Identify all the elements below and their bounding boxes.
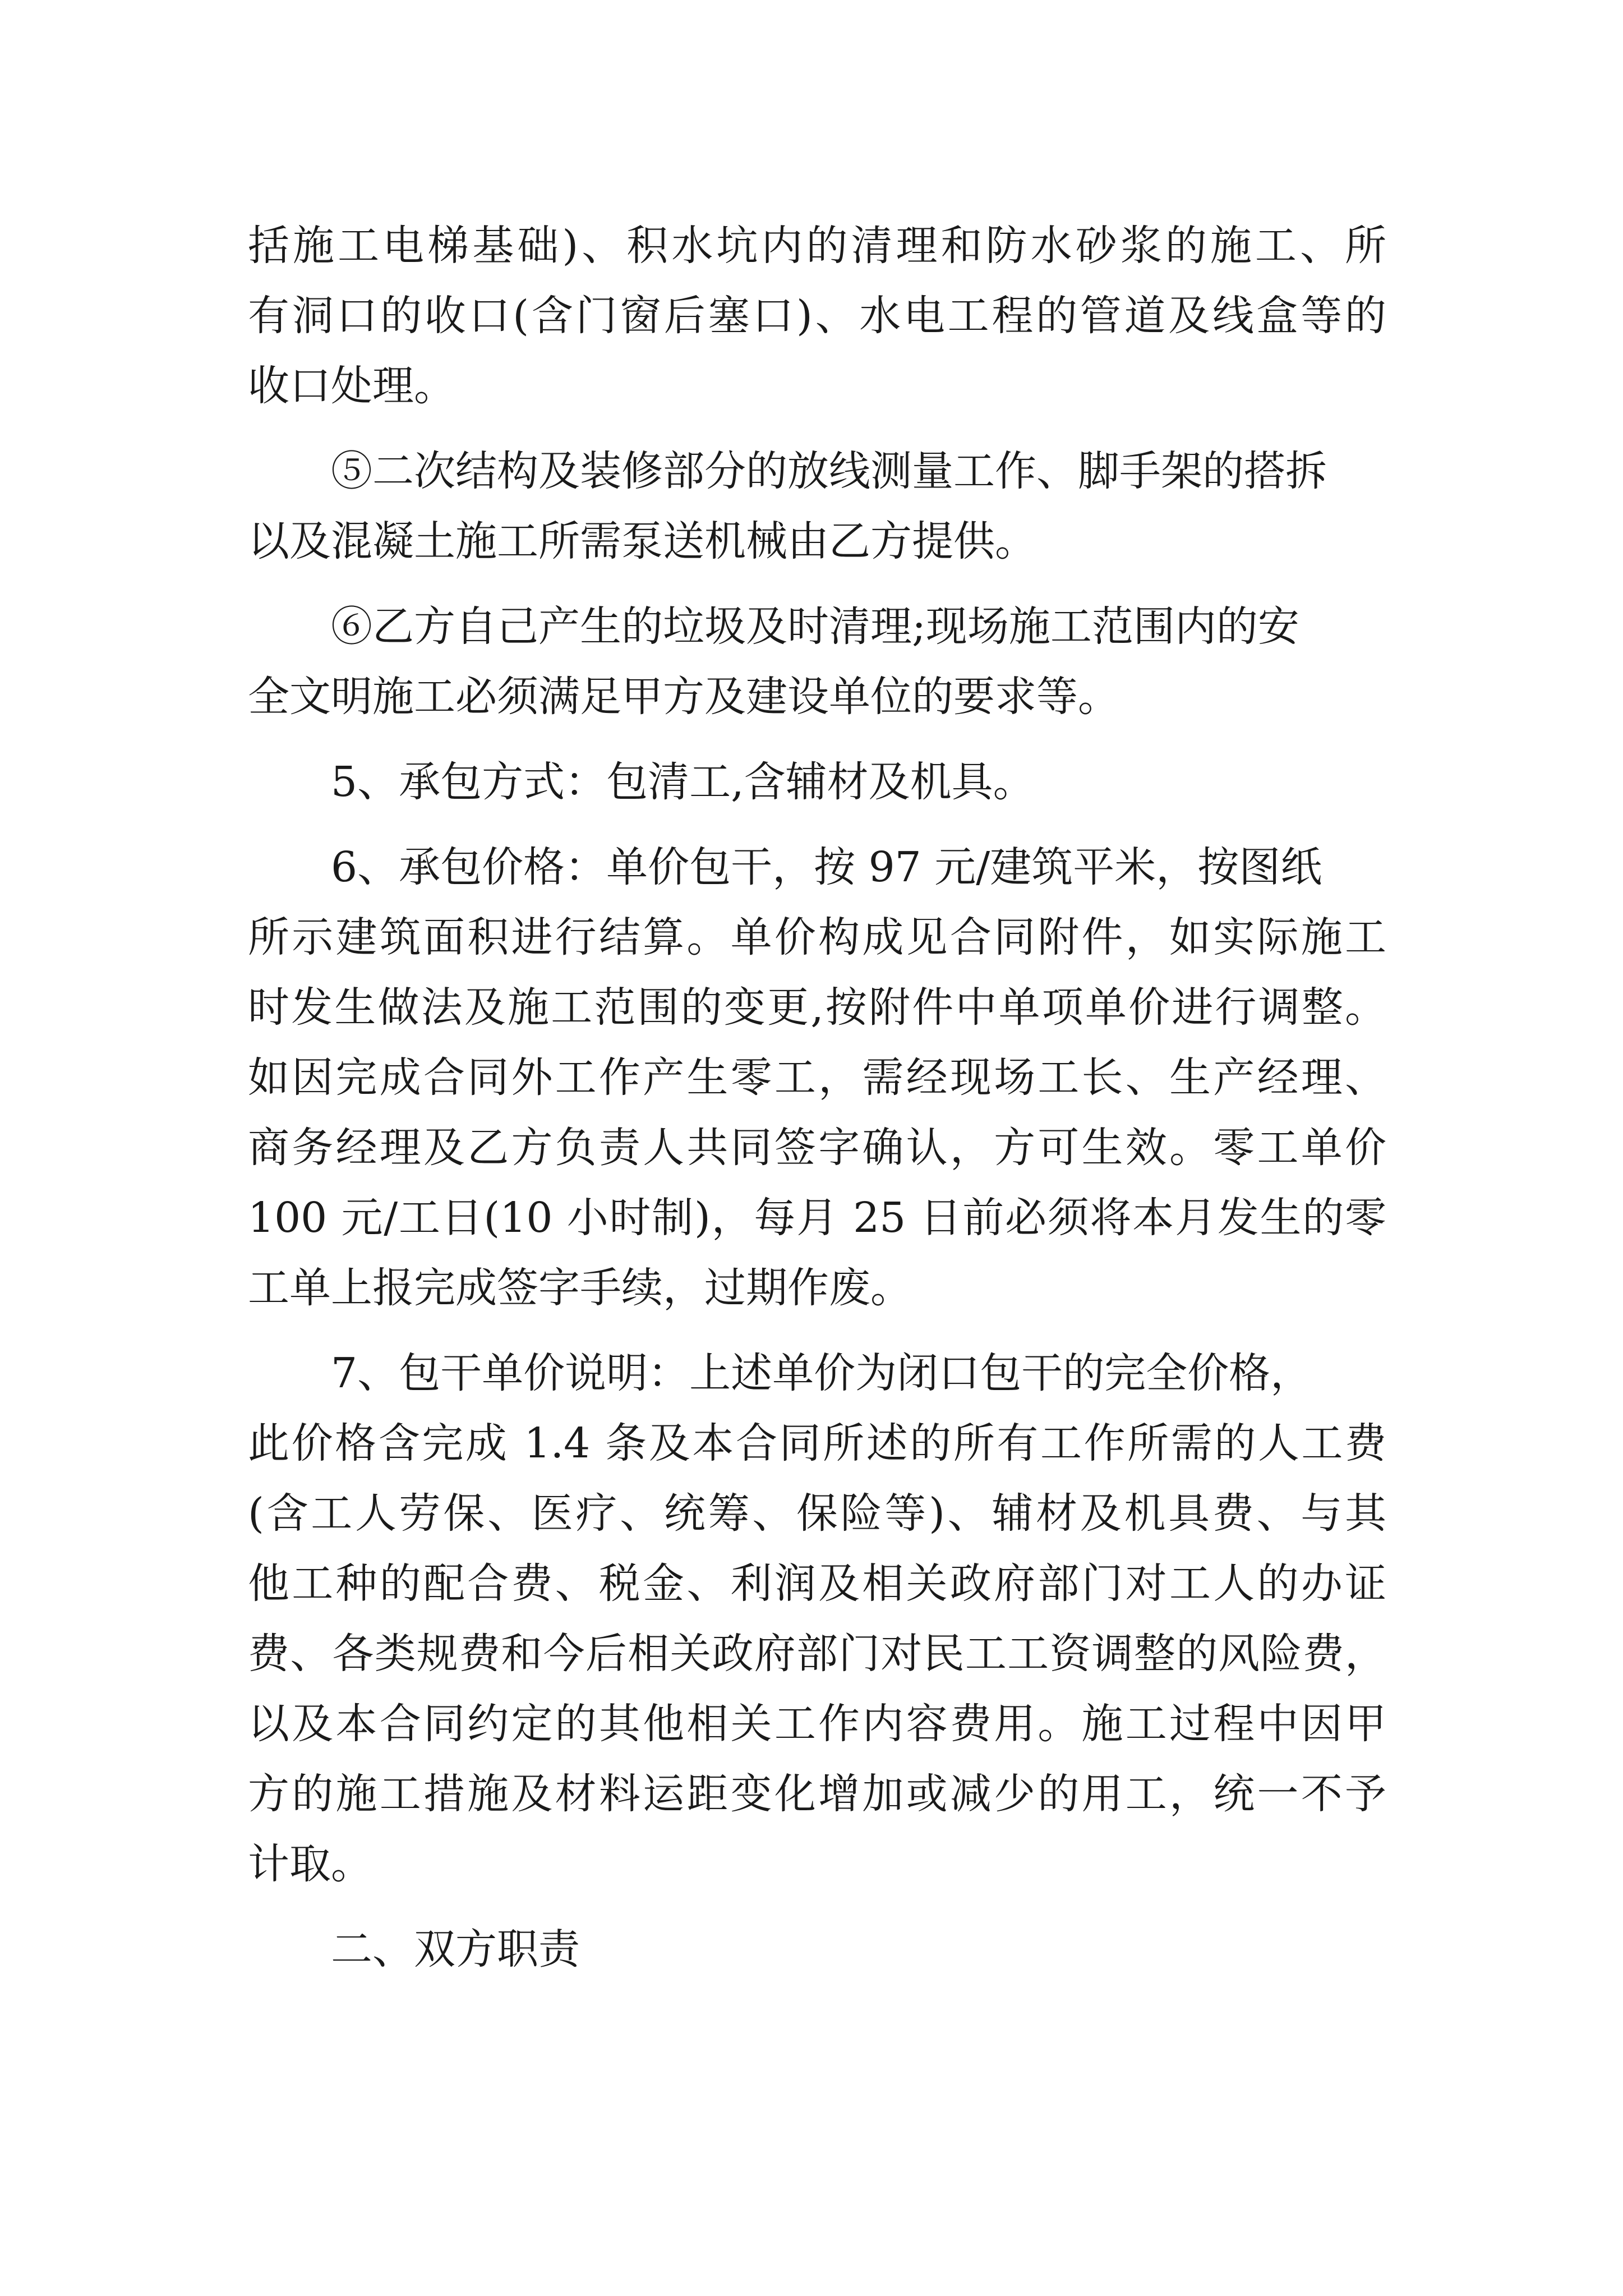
- text-line: 100 元/工日(10 小时制)，每月 25 日前必须将本月发生的零: [248, 1194, 1386, 1242]
- text-line: 收口处理。: [248, 362, 455, 410]
- text-line: 计取。: [248, 1840, 372, 1888]
- text-line: 有洞口的收口(含门窗后塞口)、水电工程的管道及线盒等的: [248, 292, 1386, 340]
- text-line: 5、承包方式：包清工,含辅材及机具。: [331, 758, 1035, 806]
- text-line: 全文明施工必须满足甲方及建设单位的要求等。: [248, 673, 1119, 721]
- text-line: (含工人劳保、医疗、统筹、保险等)、辅材及机具费、与其: [248, 1489, 1386, 1538]
- text-line: 所示建筑面积进行结算。单价构成见合同附件，如实际施工: [248, 913, 1386, 961]
- text-line: 他工种的配合费、税金、利润及相关政府部门对工人的办证: [248, 1559, 1386, 1608]
- text-line: ⑥乙方自己产生的垃圾及时清理;现场施工范围内的安: [331, 602, 1299, 651]
- section-heading: 二、双方职责: [331, 1925, 580, 1973]
- text-line: 7、包干单价说明：上述单价为闭口包干的完全价格，: [331, 1349, 1312, 1397]
- text-line: 6、承包价格：单价包干，按 97 元/建筑平米，按图纸: [331, 843, 1322, 891]
- text-line: 以及本合同约定的其他相关工作内容费用。施工过程中因甲: [248, 1700, 1386, 1748]
- text-line: 以及混凝土施工所需泵送机械由乙方提供。: [248, 517, 1036, 565]
- text-line: 费、各类规费和今后相关政府部门对民工工资调整的风险费，: [248, 1630, 1386, 1678]
- text-line: 如因完成合同外工作产生零工，需经现场工长、生产经理、: [248, 1053, 1386, 1102]
- text-line: 括施工电梯基础)、积水坑内的清理和防水砂浆的施工、所: [248, 222, 1386, 270]
- text-line: 方的施工措施及材料运距变化增加或减少的用工，统一不予: [248, 1770, 1386, 1818]
- text-line: ⑤二次结构及装修部分的放线测量工作、脚手架的搭拆: [331, 447, 1327, 495]
- text-line: 此价格含完成 1.4 条及本合同所述的所有工作所需的人工费: [248, 1419, 1386, 1467]
- text-line: 工单上报完成签字手续，过期作废。: [248, 1264, 912, 1312]
- text-line: 时发生做法及施工范围的变更,按附件中单项单价进行调整。: [248, 983, 1386, 1032]
- text-line: 商务经理及乙方负责人共同签字确认，方可生效。零工单价: [248, 1124, 1386, 1172]
